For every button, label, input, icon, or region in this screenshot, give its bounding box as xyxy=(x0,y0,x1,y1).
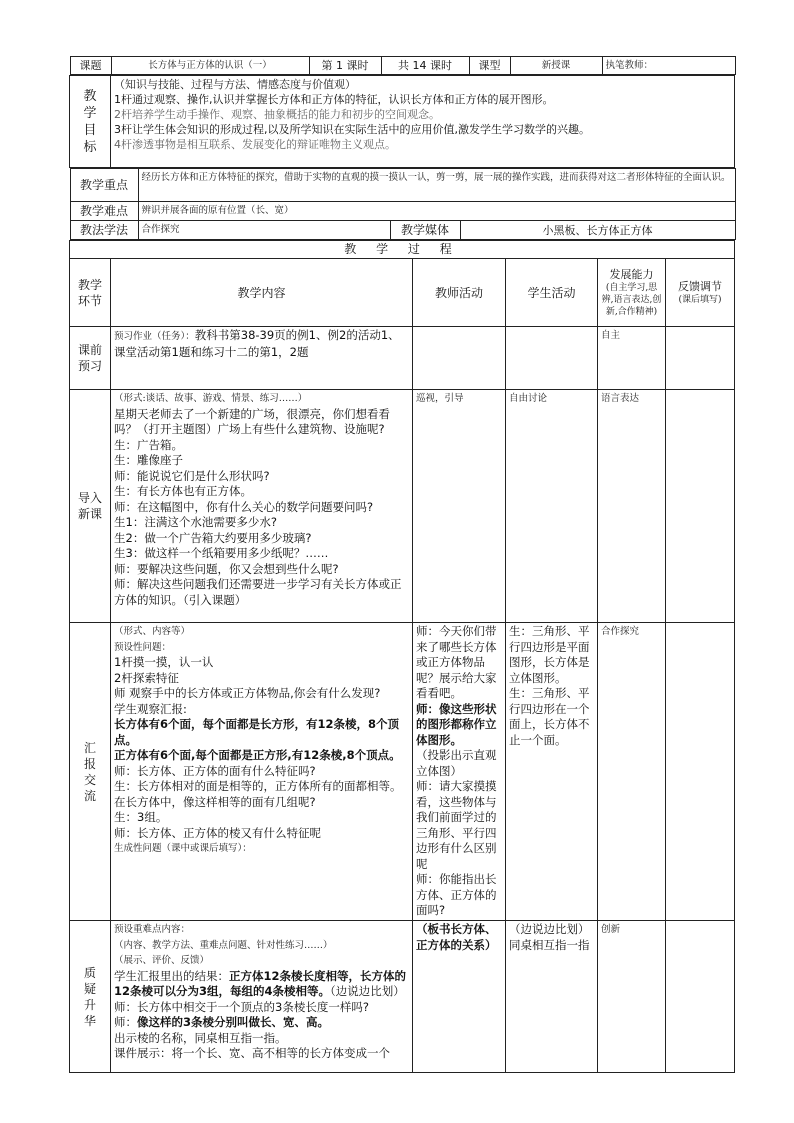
deepen-content: 预设重难点内容： （内容、教学方法、重难点问题、针对性练习……） （展示、评价、反馈） 学生汇报里出的结果：正方体12条棱长度相等，长方体的12条棱可以分为3组，每组的4条棱相等。（边说边比划） 师：长方体中相交于一个顶点的3条棱长度一样吗? 师：像这样的3条棱分别叫做长、宽、高。 出示棱的名称，同桌相互指一指。 课件展示：将一个长、宽、高不相等的长方体变成一个 xyxy=(111,921,413,1073)
stage-deepen: 质疑升华 xyxy=(70,921,111,1073)
intro-feedback xyxy=(666,390,735,623)
preview-student xyxy=(506,327,598,390)
exchange-content: （形式、内容等） 预设性问题： 1杆摸一摸，认一认 2杆探索特征 师 观察手中的长方体或正方体物品,你会有什么发现? 学生观察汇报: 长方体有6个面，每个面都是长方形，有12条棱，8个顶点。 正方体有6个面,每个面都是正方形,有12条棱,8个顶点。 师：长方体、正方体的面有什么特征吗? 生：长方体相对的面是相等的，正方体所有的面都相等。 在长方体中，像这样相等的面有几组呢? 生：3组。 师：长方体、正方体的棱又有什么特征呢 生成性问题（课中或课后填写）： xyxy=(111,623,413,921)
intro-student: 自由讨论 xyxy=(506,390,598,623)
key-point-text: 经历长方体和正方体特征的探究，借助于实物的直观的摸一摸认一认，剪一剪，展一展的操作实践，进而获得对这二者形体特征的全面认识。 xyxy=(138,169,735,202)
deepen-teacher: （板书长方体、正方体的关系） xyxy=(413,921,506,1073)
goal-item: 1杆通过观察、操作,认识并掌握长方体和正方体的特征，认识长方体和正方体的展开图形。 xyxy=(114,93,554,106)
exchange-feedback xyxy=(666,623,735,921)
goals-label: 教 学 目 标 xyxy=(70,76,111,168)
media-label: 教学媒体 xyxy=(390,221,460,240)
media-value: 小黑板、长方体正方体 xyxy=(460,221,735,240)
stage-preview: 课前预习 xyxy=(70,327,111,390)
deepen-feedback xyxy=(666,921,735,1073)
goals-content xyxy=(111,76,735,168)
stage-intro: 导入新课 xyxy=(70,390,111,623)
stage-exchange: 汇报交流 xyxy=(70,623,111,921)
header-table xyxy=(70,56,736,75)
col-stage: 教学环节 xyxy=(70,259,111,327)
preview-teacher xyxy=(413,327,506,390)
process-title: 教 学 过 程 xyxy=(70,241,735,259)
goal-item: 3杆让学生体会知识的形成过程,以及所学知识在实际生活中的应用价值,激发学生学习数学的兴趣。 xyxy=(114,123,590,136)
focus-table xyxy=(70,168,736,240)
lesson-plan xyxy=(69,56,734,1073)
preview-content: 预习作业（任务）：教科书第38-39页的例1、例2的活动1、课堂活动第1题和练习十二的第1，2题 xyxy=(111,327,413,390)
difficulty-text: 辨识并展各面的原有位置（长、宽） xyxy=(138,202,735,221)
preview-feedback xyxy=(666,327,735,390)
method-label: 教法学法 xyxy=(70,221,138,240)
type-value: 新授课 xyxy=(510,57,602,75)
author-label: 执笔教师： xyxy=(602,57,735,75)
intro-teacher: 巡视，引导 xyxy=(413,390,506,623)
type-label: 课型 xyxy=(469,57,510,75)
total-periods: 共 14 课时 xyxy=(381,57,469,75)
col-content: 教学内容 xyxy=(111,259,413,327)
deepen-ability: 创新 xyxy=(598,921,666,1073)
difficulty-label: 教学难点 xyxy=(70,202,138,221)
col-ability: 发展能力 (自主学习,思辨,语言表达,创新,合作精神) xyxy=(598,259,666,327)
preview-ability: 自主 xyxy=(598,327,666,390)
lesson-plan-table xyxy=(69,56,735,1073)
intro-ability: 语言表达 xyxy=(598,390,666,623)
subject-label: 课题 xyxy=(70,57,111,75)
key-point-label: 教学重点 xyxy=(70,169,138,202)
subject-value: 长方体与正方体的认识（一） xyxy=(111,57,309,75)
goal-item: 2杆培养学生动手操作、观察、抽象概括的能力和初步的空间观念。 xyxy=(114,108,440,121)
col-student: 学生活动 xyxy=(506,259,598,327)
exchange-ability: 合作探究 xyxy=(598,623,666,921)
goals-note: （知识与技能、过程与方法、情感态度与价值观） xyxy=(114,78,356,91)
method-text: 合作探究 xyxy=(138,221,390,240)
col-feedback: 反馈调节 (课后填写) xyxy=(666,259,735,327)
exchange-teacher: 师：今天你们带来了哪些长方体或正方体物品呢？展示给大家看看吧。 师：像这些形状的图形都称作立体图形。 （投影出示直观立体图） 师：请大家摸摸看，这些物体与我们前面学过的三角形、平行四边形有什么区别呢 师：你能指出长方体、正方体的面吗? xyxy=(413,623,506,921)
goal-item: 4杆渗透事物是相互联系、发展变化的辩证唯物主义观点。 xyxy=(114,138,396,151)
deepen-student: （边说边比划）同桌相互指一指 xyxy=(506,921,598,1073)
col-teacher: 教师活动 xyxy=(413,259,506,327)
intro-content: （形式:谈话、故事、游戏、情景、练习……） 星期天老师去了一个新建的广场，很漂亮，你们想看看吗？（打开主题图）广场上有些什么建筑物、设施呢? 生：广告箱。 生：雕像座子 师：能说说它们是什么形状吗? 生：有长方体也有正方体。 师：在这幅图中，你有什么关心的数学问题要问吗? 生1：注满这个水池需要多少水? 生2：做一个广告箱大约要用多少玻璃? 生3：做这样一个纸箱要用多少纸呢？…… 师：要解决这些问题，你又会想到些什么呢? 师：解决这些问题我们还需要进一步学习有关长方体或正方体的知识。（引入课题） xyxy=(111,390,413,623)
exchange-student: 生：三角形、平行四边形是平面图形，长方体是立体图形。 生：三角形、平行四边形在一个面上，长方体不止一个面。 xyxy=(506,623,598,921)
period: 第 1 课时 xyxy=(309,57,381,75)
